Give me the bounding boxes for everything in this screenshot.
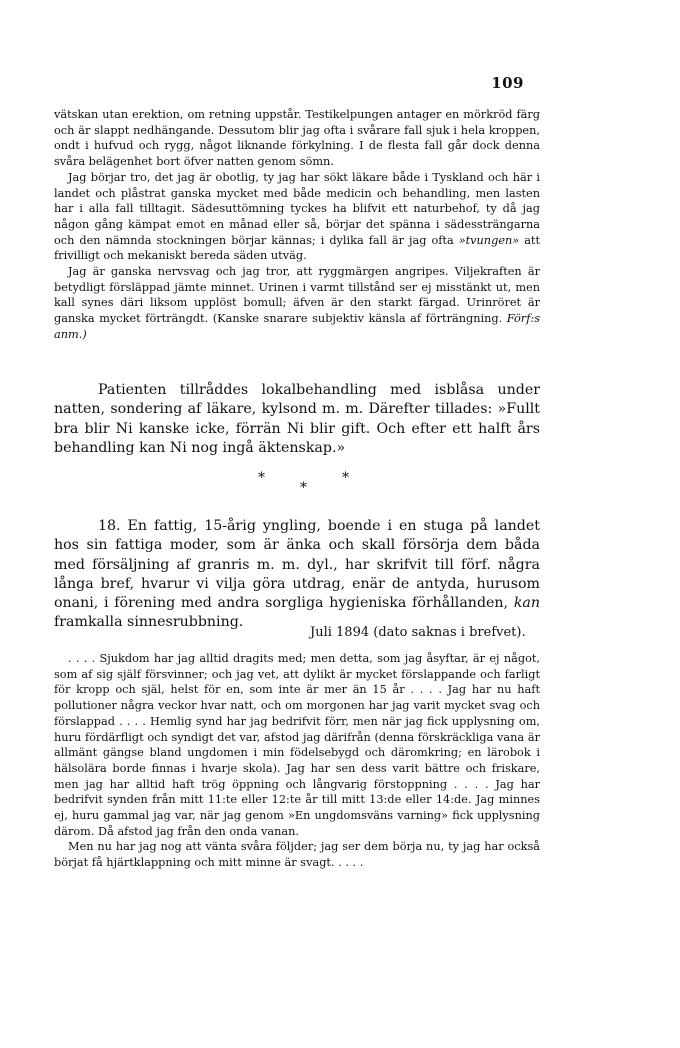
separator-star: * xyxy=(258,470,265,486)
section-separator xyxy=(0,470,680,496)
letter-block xyxy=(54,651,540,871)
top-text-block xyxy=(54,107,540,343)
scan-edge xyxy=(0,1030,680,1048)
paragraph-prescription: Patienten tillråddes lokalbehandling med isblåsa under natten, sondering af läkare, kylsond m. m. Därefter tillades: »Fullt bra blir Ni kanske icke, förrän Ni blir gift. Och efter ett halft års behandling kan Ni nog ingå äktenskap.» xyxy=(54,382,540,456)
letter-paragraph: Men nu har jag nog att vänta svåra följder; jag ser dem börja nu, ty jag har också börjat få hjärtklappning och mitt minne är svagt. . . . . xyxy=(54,840,540,870)
case-intro-block xyxy=(54,517,540,633)
paragraph-text: Jag är ganska nervsvag och jag tror, att ryggmärgen angripes. Viljekraften är betydligt försläppad jämte minnet. Urinen i varmt tillstånd ser ej misstänkt ut, men kall synes däri liksom upplöst bomull; äfven är den starkt färgad. Urinröret är ganska mycket förträngdt. (Kanske snarare subjektiv känsla af förträngning. xyxy=(54,265,540,326)
italic-word: »tvungen» xyxy=(458,233,520,247)
paragraph-continuation: vätskan utan erektion, om retning uppstår. Testikelpungen antager en mörkröd färg och är slappt nedhängande. Dessutom blir jag ofta i svårare fall sjuk i hela kroppen, ondt i hufvud och rygg, något liknande förkylning. I de flesta fall går dock denna svåra belägenhet bort öfver natten genom sömn. xyxy=(54,108,540,169)
separator-star: * xyxy=(342,470,349,486)
paragraph-text: Jag börjar tro, det jag är obotlig, ty jag har sökt läkare både i Tyskland och här i landet och plåstrat ganska mycket med både medicin och behandling, men lasten har i alla fall tilltagit. Sädesuttömning tyckes ha blifvit ett naturbehof, ty då jag någon gång kämpat emot en månad eller så, börjar det spänna i sädessträngarna och den nämnda stockningen börjar kännas; i dylika fall är jag ofta xyxy=(54,170,540,247)
italic-word: kan xyxy=(513,595,541,612)
case-intro-tail: framkalla sinnesrubbning. xyxy=(54,614,244,631)
separator-star: * xyxy=(300,480,307,496)
paragraph-treatment-history xyxy=(54,170,540,264)
paragraph-tail: att frivilligt och mekaniskt bereda säden utväg. xyxy=(54,233,541,263)
page-number: 109 xyxy=(491,74,524,92)
authors-note: Förf:s anm.) xyxy=(54,312,540,341)
middle-text-block xyxy=(54,381,540,458)
letter-paragraph: . . . . Sjukdom har jag alltid dragits med; men detta, som jag åsyftar, är ej något, som af sig själf försvinner; och jag vet, att dylikt är mycket förslappande och farligt för kropp och själ, helst för en, som inte är mer än 15 år . . . . Jag har nu haft pollutioner några veckor hvar natt, och om morgonen har jag varit mycket svag och förslappad . . . . Hemlig synd har jag bedrifvit förr, men när jag fick upplysning om, huru fördärfligt och syndigt det var, afstod jag därifrån (denna förskräckliga vana är allmänt gängse bland ungdomen i min födelsebygd och däromkring; en lärobok i hälsolära borde finnas i hvarje skola). Jag har sen dess varit bättre och friskare, men jag har alltid haft trög öppning och långvarig förstoppning . . . . Jag har bedrifvit synden från mitt 11:te eller 12:te år till mitt 13:de eller 14:de. Jag minnes ej, huru gammal jag var, när jag genom »En ungdomsväns varning» fick upplysning därom. Då afstod jag från den onda vanan. xyxy=(54,652,540,838)
letter-dateline: Juli 1894 (dato saknas i brefvet). xyxy=(310,625,526,640)
case-intro-text: 18. En fattig, 15-årig yngling, boende i en stuga på landet hos sin fattiga moder, som är änka och skall försörja dem båda med försäljning af granris m. m. dyl., har skrifvit till förf. några långa bref, hvarur vi vilja göra utdrag, enär de antyda, hurusom onani, i förening med andra sorgliga hygieniska förhållanden, xyxy=(54,518,540,612)
case-18-intro xyxy=(54,517,540,633)
paragraph-symptoms xyxy=(54,264,540,343)
